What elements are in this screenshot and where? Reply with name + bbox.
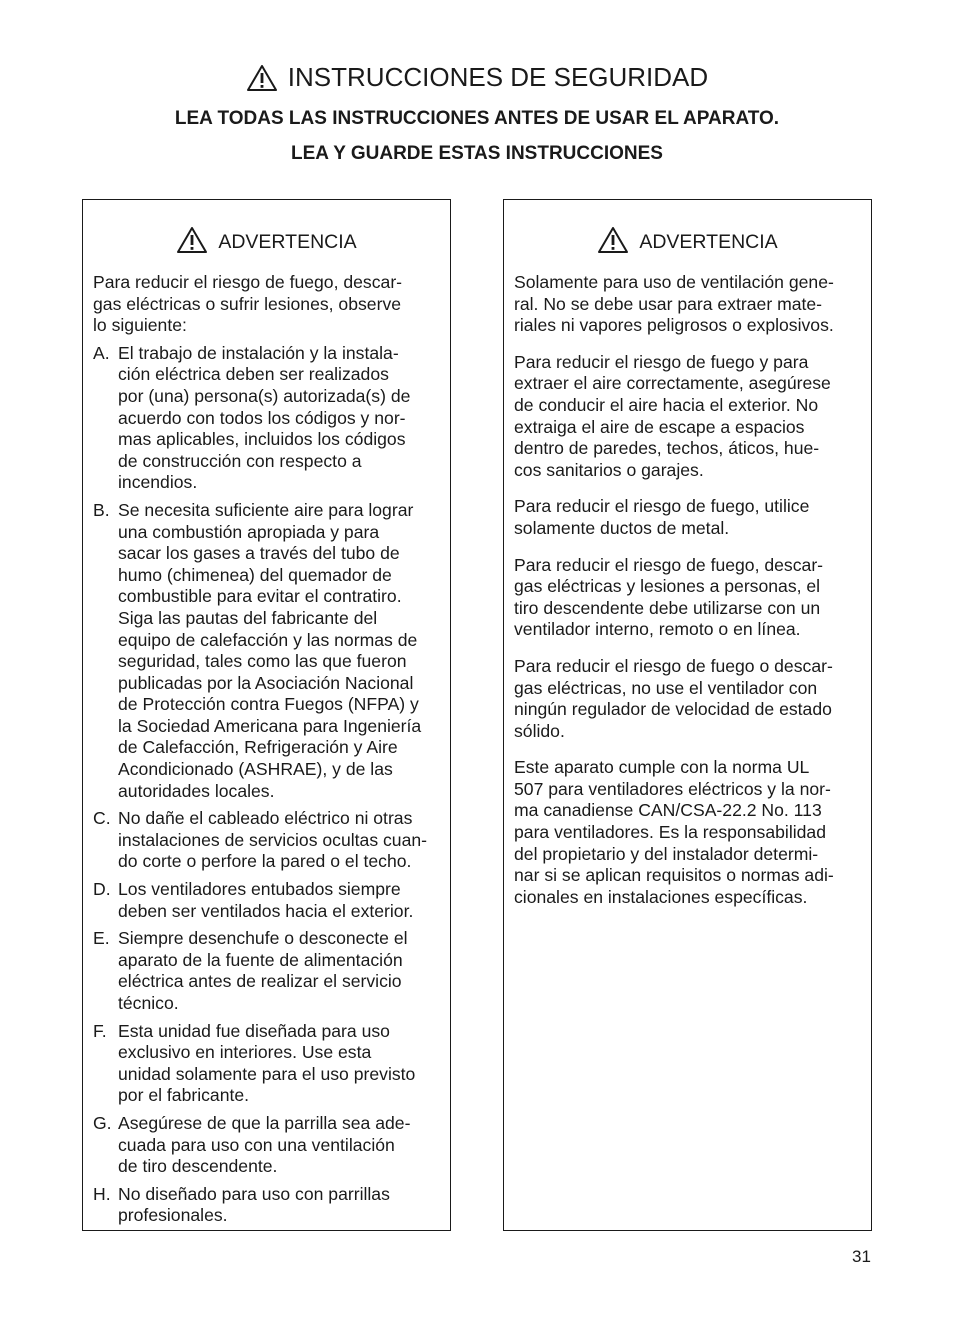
text-line: Este aparato cumple con la norma UL	[514, 757, 810, 778]
text-line: ral. No se debe usar para extraer mate-	[514, 293, 823, 314]
list-item-text	[118, 1184, 440, 1227]
list-item-text	[118, 928, 440, 1014]
text-line: riales ni vapores peligrosos o explosivos.	[514, 315, 834, 336]
text-line: lo siguiente:	[93, 315, 187, 336]
page-title: INSTRUCCIONES DE SEGURIDAD	[287, 62, 709, 92]
warning-heading-label: ADVERTENCIA	[218, 231, 357, 253]
text-line: acuerdo con todos los códigos y nor-	[118, 407, 406, 428]
text-line: Para reducir el riesgo de fuego, descar-	[514, 554, 824, 575]
text-line: cionales en instalaciones específicas.	[514, 886, 808, 907]
text-line: ma canadiense CAN/CSA-22.2 No. 113	[514, 800, 822, 821]
warning-heading	[514, 224, 861, 254]
list-item-text	[118, 1113, 440, 1178]
text-line: extraer el aire correctamente, asegúrese	[514, 373, 831, 394]
list-item-key: F.	[93, 1020, 107, 1041]
text-line: Solamente para uso de ventilación gene-	[514, 272, 834, 292]
warning-triangle-icon	[176, 226, 208, 254]
list-item	[93, 879, 440, 922]
text-line: gas eléctricas, no use el ventilador con	[514, 677, 818, 698]
text-line: Siga las pautas del fabricante del	[118, 607, 378, 628]
text-line: Acondicionado (ASHRAE), y de las	[118, 759, 393, 780]
text-line: dentro de paredes, techos, áticos, hue-	[514, 438, 820, 459]
list-item-text	[118, 343, 440, 494]
warning-paragraph	[514, 555, 861, 641]
page-title-row	[0, 62, 954, 93]
list-item-key: D.	[93, 879, 111, 900]
text-line: Para reducir el riesgo de fuego, descar-	[93, 272, 403, 292]
text-line: Para reducir el riesgo de fuego y para	[514, 351, 809, 372]
text-line: ventilador interno, remoto o en línea.	[514, 619, 801, 640]
text-line: para ventiladores. Es la responsabilidad	[514, 822, 826, 843]
text-line: gas eléctricas o sufrir lesiones, observe	[93, 293, 402, 314]
text-line: exclusivo en interiores. Use esta	[118, 1042, 372, 1063]
text-line: instalaciones de servicios ocultas cuan-	[118, 829, 428, 850]
text-line: por el fabricante.	[118, 1085, 250, 1106]
text-line: seguridad, tales como las que fueron	[118, 651, 407, 672]
list-item-text	[118, 808, 440, 873]
text-line: combustible para evitar el contratiro.	[118, 586, 402, 607]
text-line: aparato de la fuente de alimentación	[118, 949, 403, 970]
warning-paragraph	[514, 757, 861, 908]
text-line: una combustión apropiada y para	[118, 521, 380, 542]
subtitle-keep-instructions: LEA Y GUARDE ESTAS INSTRUCCIONES	[291, 143, 663, 164]
text-line: El trabajo de instalación y la instala-	[118, 342, 399, 363]
text-line: gas eléctricas y lesiones a personas, el	[514, 576, 821, 597]
text-line: cos sanitarios o garajes.	[514, 459, 704, 480]
text-line: tiro descendente debe utilizarse con un	[514, 597, 821, 618]
warning-heading	[93, 224, 440, 254]
warning-triangle-icon	[246, 64, 278, 92]
text-line: de tiro descendente.	[118, 1156, 278, 1177]
text-line: de Protección contra Fuegos (NFPA) y	[118, 694, 419, 715]
instruction-list	[93, 343, 440, 1227]
list-item-text	[118, 879, 440, 922]
warning-heading-label: ADVERTENCIA	[639, 231, 778, 253]
warning-paragraph	[514, 352, 861, 482]
list-item-key: E.	[93, 928, 110, 949]
text-line: del propietario y del instalador determi-	[514, 843, 819, 864]
list-item-key: G.	[93, 1112, 112, 1133]
list-item	[93, 1113, 440, 1178]
list-item-key: B.	[93, 499, 110, 520]
text-line: Esta unidad fue diseñada para uso	[118, 1020, 390, 1041]
text-line: técnico.	[118, 993, 179, 1013]
list-item	[93, 500, 440, 802]
text-line: cuada para uso con una ventilación	[118, 1134, 395, 1155]
list-item	[93, 1021, 440, 1107]
warning-paragraph	[514, 496, 861, 539]
text-line: ningún regulador de velocidad de estado	[514, 699, 832, 720]
text-line: Siempre desenchufe o desconecte el	[118, 928, 408, 949]
text-line: incendios.	[118, 472, 198, 493]
text-line: solamente ductos de metal.	[514, 517, 730, 538]
text-line: profesionales.	[118, 1205, 228, 1226]
text-line: unidad solamente para el uso previsto	[118, 1063, 416, 1084]
page-number: 31	[852, 1247, 871, 1266]
text-line: equipo de calefacción y las normas de	[118, 629, 418, 650]
text-line: autoridades locales.	[118, 780, 275, 801]
text-line: No diseñado para uso con parrillas	[118, 1183, 390, 1204]
text-line: deben ser ventilados hacia el exterior.	[118, 900, 414, 921]
text-line: humo (chimenea) del quemador de	[118, 564, 392, 585]
text-line: 507 para ventiladores eléctricos y la nor-	[514, 778, 831, 799]
subtitle-read-all: LEA TODAS LAS INSTRUCCIONES ANTES DE USAR EL APARATO.	[174, 108, 780, 129]
text-line: sólido.	[514, 720, 565, 741]
text-line: mas aplicables, incluidos los códigos	[118, 429, 406, 450]
list-item-key: H.	[93, 1183, 111, 1204]
text-line: ción eléctrica deben ser realizados	[118, 364, 389, 385]
warning-box-left	[82, 199, 451, 1231]
list-item-text	[118, 500, 440, 802]
text-line: Para reducir el riesgo de fuego, utilice	[514, 496, 810, 517]
warning-box-right	[503, 199, 872, 1231]
text-line: Para reducir el riesgo de fuego o descar-	[514, 655, 833, 676]
text-line: de construcción con respecto a	[118, 450, 362, 471]
warning-triangle-icon	[597, 226, 629, 254]
warning-paragraph	[514, 272, 861, 337]
text-line: publicadas por la Asociación Nacional	[118, 672, 414, 693]
list-item-key: A.	[93, 342, 110, 363]
text-line: sacar los gases a través del tubo de	[118, 543, 400, 564]
list-item-key: C.	[93, 808, 111, 829]
text-line: Los ventiladores entubados siempre	[118, 879, 401, 900]
text-line: extraiga el aire de escape a espacios	[514, 416, 805, 437]
warning-paragraph	[514, 656, 861, 742]
text-line: eléctrica antes de realizar el servicio	[118, 971, 402, 992]
text-line: de conducir el aire hacia el exterior. No	[514, 394, 819, 415]
intro-paragraph	[93, 272, 440, 337]
text-line: do corte o perfore la pared o el techo.	[118, 851, 412, 872]
text-line: Asegúrese de que la parrilla sea ade-	[118, 1112, 411, 1133]
list-item	[93, 808, 440, 873]
text-line: No dañe el cableado eléctrico ni otras	[118, 808, 413, 829]
text-line: la Sociedad Americana para Ingeniería	[118, 715, 422, 736]
text-line: nar si se aplican requisitos o normas adi-	[514, 865, 834, 886]
text-line: por (una) persona(s) autorizada(s) de	[118, 385, 411, 406]
text-line: Se necesita suficiente aire para lograr	[118, 499, 414, 520]
list-item	[93, 928, 440, 1014]
text-line: de Calefacción, Refrigeración y Aire	[118, 737, 398, 758]
list-item	[93, 1184, 440, 1227]
warning-paragraphs	[514, 272, 861, 908]
list-item-text	[118, 1021, 440, 1107]
list-item	[93, 343, 440, 494]
